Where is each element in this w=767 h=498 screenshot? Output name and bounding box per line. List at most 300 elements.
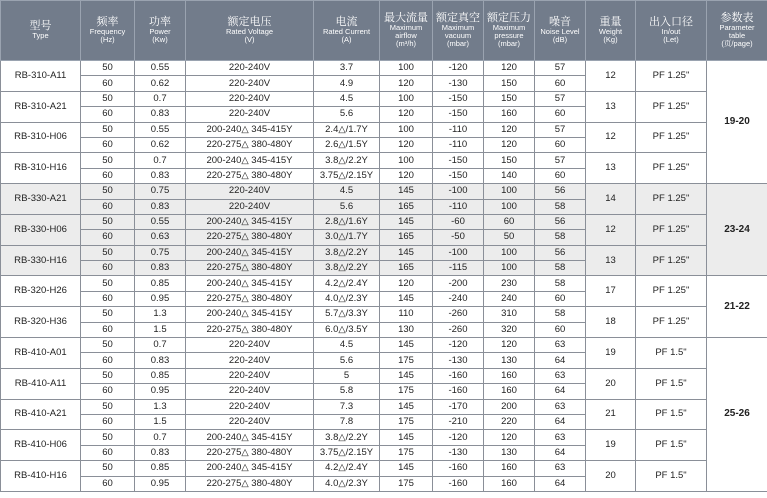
col-header-en: Parameter table (页/page) bbox=[719, 23, 755, 49]
voltage-cell: 220-240V bbox=[186, 353, 314, 368]
port-cell: PF 1.25" bbox=[636, 91, 707, 122]
table-row bbox=[1, 122, 767, 137]
port-cell: PF 1.25" bbox=[636, 153, 707, 184]
pressure-cell: 160 bbox=[484, 107, 535, 122]
frequency-cell: 50 bbox=[81, 461, 135, 476]
pressure-cell: 130 bbox=[484, 445, 535, 460]
pressure-cell: 150 bbox=[484, 91, 535, 106]
frequency-cell: 60 bbox=[81, 322, 135, 337]
current-cell: 3.75△/2.15Y bbox=[314, 445, 380, 460]
voltage-cell: 220-240V bbox=[186, 384, 314, 399]
table-row bbox=[1, 430, 767, 445]
power-cell: 0.95 bbox=[135, 384, 186, 399]
current-cell: 3.7 bbox=[314, 61, 380, 76]
frequency-cell: 50 bbox=[81, 430, 135, 445]
frequency-cell: 50 bbox=[81, 61, 135, 76]
voltage-cell: 220-240V bbox=[186, 199, 314, 214]
noise-cell: 58 bbox=[535, 307, 586, 322]
voltage-cell: 220-240V bbox=[186, 338, 314, 353]
noise-cell: 60 bbox=[535, 322, 586, 337]
frequency-cell: 60 bbox=[81, 353, 135, 368]
airflow-cell: 175 bbox=[380, 476, 433, 491]
weight-cell: 19 bbox=[586, 338, 636, 369]
current-cell: 7.3 bbox=[314, 399, 380, 414]
model-type-cell: RB-330-H16 bbox=[1, 245, 81, 276]
model-type-cell: RB-330-H06 bbox=[1, 214, 81, 245]
airflow-cell: 165 bbox=[380, 230, 433, 245]
weight-cell: 18 bbox=[586, 307, 636, 338]
port-cell: PF 1.25" bbox=[636, 245, 707, 276]
voltage-cell: 220-275△ 380-480Y bbox=[186, 230, 314, 245]
frequency-cell: 50 bbox=[81, 184, 135, 199]
col-header-zh: 重量 bbox=[599, 15, 622, 28]
col-header-current bbox=[314, 1, 380, 61]
airflow-cell: 120 bbox=[380, 137, 433, 152]
airflow-cell: 145 bbox=[380, 291, 433, 306]
vacuum-cell: -160 bbox=[433, 476, 484, 491]
model-type-cell: RB-310-A21 bbox=[1, 91, 81, 122]
frequency-cell: 50 bbox=[81, 245, 135, 260]
table-row bbox=[1, 214, 767, 229]
col-header-noise bbox=[535, 1, 586, 61]
voltage-cell: 220-240V bbox=[186, 107, 314, 122]
weight-cell: 13 bbox=[586, 153, 636, 184]
frequency-cell: 60 bbox=[81, 76, 135, 91]
power-cell: 0.55 bbox=[135, 61, 186, 76]
voltage-cell: 200-240△ 345-415Y bbox=[186, 153, 314, 168]
vacuum-cell: -150 bbox=[433, 107, 484, 122]
vacuum-cell: -150 bbox=[433, 168, 484, 183]
airflow-cell: 165 bbox=[380, 261, 433, 276]
port-cell: PF 1.5" bbox=[636, 368, 707, 399]
airflow-cell: 130 bbox=[380, 322, 433, 337]
model-type-cell: RB-410-H16 bbox=[1, 461, 81, 492]
vacuum-cell: -130 bbox=[433, 76, 484, 91]
header-row bbox=[1, 1, 767, 61]
power-cell: 0.62 bbox=[135, 76, 186, 91]
col-header-en: In/out (Let) bbox=[661, 27, 681, 45]
noise-cell: 57 bbox=[535, 153, 586, 168]
current-cell: 4.9 bbox=[314, 76, 380, 91]
port-cell: PF 1.25" bbox=[636, 307, 707, 338]
col-header-zh: 噪音 bbox=[549, 15, 571, 28]
frequency-cell: 60 bbox=[81, 137, 135, 152]
vacuum-cell: -210 bbox=[433, 414, 484, 429]
voltage-cell: 220-275△ 380-480Y bbox=[186, 291, 314, 306]
power-cell: 0.83 bbox=[135, 445, 186, 460]
voltage-cell: 220-275△ 380-480Y bbox=[186, 137, 314, 152]
table-row bbox=[1, 399, 767, 414]
pressure-cell: 120 bbox=[484, 122, 535, 137]
vacuum-cell: -120 bbox=[433, 430, 484, 445]
vacuum-cell: -170 bbox=[433, 399, 484, 414]
voltage-cell: 220-240V bbox=[186, 61, 314, 76]
vacuum-cell: -200 bbox=[433, 276, 484, 291]
model-type-cell: RB-310-H06 bbox=[1, 122, 81, 153]
airflow-cell: 120 bbox=[380, 76, 433, 91]
page-ref-cell: 23-24 bbox=[707, 184, 767, 276]
pressure-cell: 310 bbox=[484, 307, 535, 322]
frequency-cell: 60 bbox=[81, 445, 135, 460]
voltage-cell: 220-240V bbox=[186, 414, 314, 429]
model-type-cell: RB-320-H26 bbox=[1, 276, 81, 307]
table-row bbox=[1, 91, 767, 106]
power-cell: 0.62 bbox=[135, 137, 186, 152]
current-cell: 3.0△/1.7Y bbox=[314, 230, 380, 245]
port-cell: PF 1.5" bbox=[636, 338, 707, 369]
airflow-cell: 165 bbox=[380, 199, 433, 214]
frequency-cell: 60 bbox=[81, 168, 135, 183]
current-cell: 3.8△/2.2Y bbox=[314, 153, 380, 168]
col-header-en: Maximum pressure (mbar) bbox=[492, 23, 526, 49]
weight-cell: 13 bbox=[586, 91, 636, 122]
model-type-cell: RB-410-H06 bbox=[1, 430, 81, 461]
power-cell: 0.83 bbox=[135, 199, 186, 214]
col-header-type bbox=[1, 1, 81, 61]
pressure-cell: 150 bbox=[484, 76, 535, 91]
frequency-cell: 50 bbox=[81, 399, 135, 414]
voltage-cell: 220-240V bbox=[186, 91, 314, 106]
noise-cell: 57 bbox=[535, 122, 586, 137]
current-cell: 5.6 bbox=[314, 353, 380, 368]
col-header-port bbox=[636, 1, 707, 61]
voltage-cell: 220-240V bbox=[186, 184, 314, 199]
vacuum-cell: -130 bbox=[433, 353, 484, 368]
noise-cell: 64 bbox=[535, 476, 586, 491]
pressure-cell: 220 bbox=[484, 414, 535, 429]
airflow-cell: 100 bbox=[380, 91, 433, 106]
power-cell: 0.85 bbox=[135, 368, 186, 383]
col-header-en: Maximum vacuum (mbar) bbox=[441, 23, 475, 49]
voltage-cell: 200-240△ 345-415Y bbox=[186, 276, 314, 291]
col-header-weight bbox=[586, 1, 636, 61]
pressure-cell: 160 bbox=[484, 368, 535, 383]
col-header-zh: 出入口径 bbox=[649, 15, 693, 28]
frequency-cell: 60 bbox=[81, 476, 135, 491]
noise-cell: 63 bbox=[535, 461, 586, 476]
vacuum-cell: -110 bbox=[433, 199, 484, 214]
table-row bbox=[1, 338, 767, 353]
col-header-frequency bbox=[81, 1, 135, 61]
col-header-zh: 型号 bbox=[29, 19, 52, 32]
noise-cell: 57 bbox=[535, 61, 586, 76]
power-cell: 0.83 bbox=[135, 107, 186, 122]
vacuum-cell: -160 bbox=[433, 461, 484, 476]
noise-cell: 64 bbox=[535, 445, 586, 460]
page-ref-cell: 25-26 bbox=[707, 338, 767, 492]
current-cell: 5.7△/3.3Y bbox=[314, 307, 380, 322]
frequency-cell: 50 bbox=[81, 122, 135, 137]
noise-cell: 63 bbox=[535, 399, 586, 414]
power-cell: 0.75 bbox=[135, 184, 186, 199]
col-header-en: Frequency (Hz) bbox=[89, 27, 126, 45]
page-ref-cell: 19-20 bbox=[707, 61, 767, 184]
table-row bbox=[1, 184, 767, 199]
airflow-cell: 145 bbox=[380, 338, 433, 353]
vacuum-cell: -50 bbox=[433, 230, 484, 245]
weight-cell: 12 bbox=[586, 61, 636, 92]
vacuum-cell: -100 bbox=[433, 184, 484, 199]
col-header-zh: 频率 bbox=[96, 15, 119, 28]
table-row bbox=[1, 245, 767, 260]
frequency-cell: 50 bbox=[81, 214, 135, 229]
frequency-cell: 60 bbox=[81, 261, 135, 276]
frequency-cell: 60 bbox=[81, 230, 135, 245]
port-cell: PF 1.5" bbox=[636, 430, 707, 461]
vacuum-cell: -240 bbox=[433, 291, 484, 306]
voltage-cell: 220-275△ 380-480Y bbox=[186, 476, 314, 491]
airflow-cell: 145 bbox=[380, 430, 433, 445]
pressure-cell: 320 bbox=[484, 322, 535, 337]
power-cell: 1.3 bbox=[135, 307, 186, 322]
noise-cell: 60 bbox=[535, 107, 586, 122]
power-cell: 0.85 bbox=[135, 276, 186, 291]
page-ref-cell: 21-22 bbox=[707, 276, 767, 338]
pressure-cell: 100 bbox=[484, 184, 535, 199]
col-header-vacuum bbox=[433, 1, 484, 61]
noise-cell: 60 bbox=[535, 137, 586, 152]
vacuum-cell: -120 bbox=[433, 61, 484, 76]
current-cell: 4.0△/2.3Y bbox=[314, 476, 380, 491]
col-header-en: Rated Voltage (V) bbox=[225, 27, 274, 45]
power-cell: 0.7 bbox=[135, 91, 186, 106]
frequency-cell: 50 bbox=[81, 91, 135, 106]
airflow-cell: 175 bbox=[380, 445, 433, 460]
current-cell: 4.5 bbox=[314, 91, 380, 106]
current-cell: 3.8△/2.2Y bbox=[314, 430, 380, 445]
vacuum-cell: -130 bbox=[433, 445, 484, 460]
weight-cell: 17 bbox=[586, 276, 636, 307]
port-cell: PF 1.25" bbox=[636, 122, 707, 153]
airflow-cell: 145 bbox=[380, 245, 433, 260]
power-cell: 0.75 bbox=[135, 245, 186, 260]
port-cell: PF 1.25" bbox=[636, 61, 707, 92]
pressure-cell: 200 bbox=[484, 399, 535, 414]
airflow-cell: 100 bbox=[380, 122, 433, 137]
noise-cell: 56 bbox=[535, 245, 586, 260]
pressure-cell: 120 bbox=[484, 137, 535, 152]
noise-cell: 56 bbox=[535, 184, 586, 199]
col-header-pressure bbox=[484, 1, 535, 61]
airflow-cell: 145 bbox=[380, 399, 433, 414]
pressure-cell: 50 bbox=[484, 230, 535, 245]
pressure-cell: 160 bbox=[484, 476, 535, 491]
noise-cell: 64 bbox=[535, 414, 586, 429]
airflow-cell: 175 bbox=[380, 414, 433, 429]
col-header-zh: 功率 bbox=[149, 15, 171, 28]
weight-cell: 13 bbox=[586, 245, 636, 276]
table-row bbox=[1, 368, 767, 383]
noise-cell: 64 bbox=[535, 384, 586, 399]
model-type-cell: RB-310-A11 bbox=[1, 61, 81, 92]
vacuum-cell: -110 bbox=[433, 137, 484, 152]
noise-cell: 63 bbox=[535, 338, 586, 353]
pressure-cell: 120 bbox=[484, 338, 535, 353]
power-cell: 0.7 bbox=[135, 430, 186, 445]
noise-cell: 58 bbox=[535, 261, 586, 276]
voltage-cell: 200-240△ 345-415Y bbox=[186, 307, 314, 322]
vacuum-cell: -100 bbox=[433, 245, 484, 260]
frequency-cell: 60 bbox=[81, 291, 135, 306]
weight-cell: 20 bbox=[586, 461, 636, 492]
vacuum-cell: -260 bbox=[433, 322, 484, 337]
pressure-cell: 160 bbox=[484, 384, 535, 399]
voltage-cell: 200-240△ 345-415Y bbox=[186, 461, 314, 476]
col-header-zh: 电流 bbox=[335, 15, 358, 28]
airflow-cell: 100 bbox=[380, 61, 433, 76]
col-header-zh: 额定电压 bbox=[227, 15, 272, 28]
pressure-cell: 120 bbox=[484, 61, 535, 76]
pressure-cell: 150 bbox=[484, 153, 535, 168]
power-cell: 0.95 bbox=[135, 291, 186, 306]
noise-cell: 60 bbox=[535, 168, 586, 183]
vacuum-cell: -150 bbox=[433, 91, 484, 106]
voltage-cell: 200-240△ 345-415Y bbox=[186, 122, 314, 137]
airflow-cell: 175 bbox=[380, 353, 433, 368]
col-header-airflow bbox=[380, 1, 433, 61]
col-header-en: Noise Level (dB) bbox=[540, 27, 580, 45]
current-cell: 3.8△/2.2Y bbox=[314, 261, 380, 276]
current-cell: 4.5 bbox=[314, 184, 380, 199]
weight-cell: 21 bbox=[586, 399, 636, 430]
airflow-cell: 145 bbox=[380, 214, 433, 229]
port-cell: PF 1.25" bbox=[636, 214, 707, 245]
pressure-cell: 230 bbox=[484, 276, 535, 291]
power-cell: 1.3 bbox=[135, 399, 186, 414]
power-cell: 0.7 bbox=[135, 153, 186, 168]
current-cell: 3.75△/2.15Y bbox=[314, 168, 380, 183]
weight-cell: 12 bbox=[586, 122, 636, 153]
col-header-zh: 额定真空 bbox=[436, 11, 480, 24]
col-header-zh: 额定压力 bbox=[487, 11, 531, 24]
voltage-cell: 200-240△ 345-415Y bbox=[186, 214, 314, 229]
model-type-cell: RB-310-H16 bbox=[1, 153, 81, 184]
airflow-cell: 145 bbox=[380, 461, 433, 476]
noise-cell: 56 bbox=[535, 214, 586, 229]
current-cell: 3.8△/2.2Y bbox=[314, 245, 380, 260]
table-row bbox=[1, 307, 767, 322]
table-body bbox=[1, 61, 767, 492]
power-cell: 0.83 bbox=[135, 353, 186, 368]
frequency-cell: 60 bbox=[81, 384, 135, 399]
noise-cell: 63 bbox=[535, 430, 586, 445]
model-type-cell: RB-320-H36 bbox=[1, 307, 81, 338]
weight-cell: 20 bbox=[586, 368, 636, 399]
current-cell: 4.5 bbox=[314, 338, 380, 353]
vacuum-cell: -120 bbox=[433, 338, 484, 353]
vacuum-cell: -260 bbox=[433, 307, 484, 322]
voltage-cell: 220-240V bbox=[186, 368, 314, 383]
noise-cell: 58 bbox=[535, 276, 586, 291]
vacuum-cell: -160 bbox=[433, 384, 484, 399]
port-cell: PF 1.25" bbox=[636, 184, 707, 215]
noise-cell: 64 bbox=[535, 353, 586, 368]
noise-cell: 58 bbox=[535, 230, 586, 245]
model-type-cell: RB-410-A01 bbox=[1, 338, 81, 369]
noise-cell: 63 bbox=[535, 368, 586, 383]
model-type-cell: RB-410-A11 bbox=[1, 368, 81, 399]
current-cell: 7.8 bbox=[314, 414, 380, 429]
voltage-cell: 220-275△ 380-480Y bbox=[186, 445, 314, 460]
current-cell: 5.6 bbox=[314, 107, 380, 122]
power-cell: 1.5 bbox=[135, 322, 186, 337]
table-row bbox=[1, 61, 767, 76]
weight-cell: 14 bbox=[586, 184, 636, 215]
noise-cell: 57 bbox=[535, 91, 586, 106]
frequency-cell: 50 bbox=[81, 153, 135, 168]
power-cell: 0.63 bbox=[135, 230, 186, 245]
airflow-cell: 175 bbox=[380, 384, 433, 399]
col-header-en: Power (Kw) bbox=[149, 27, 171, 45]
noise-cell: 58 bbox=[535, 199, 586, 214]
current-cell: 2.8△/1.6Y bbox=[314, 214, 380, 229]
table-row bbox=[1, 276, 767, 291]
pressure-cell: 240 bbox=[484, 291, 535, 306]
current-cell: 2.4△/1.7Y bbox=[314, 122, 380, 137]
noise-cell: 60 bbox=[535, 76, 586, 91]
col-header-en: Maximum airflow (m³/h) bbox=[389, 23, 423, 49]
table-row bbox=[1, 153, 767, 168]
table-row bbox=[1, 461, 767, 476]
col-header-zh: 参数表 bbox=[720, 11, 754, 24]
col-header-zh: 最大流量 bbox=[384, 11, 428, 24]
col-header-en: Weight (Kg) bbox=[598, 27, 623, 45]
port-cell: PF 1.5" bbox=[636, 399, 707, 430]
port-cell: PF 1.5" bbox=[636, 461, 707, 492]
current-cell: 6.0△/3.5Y bbox=[314, 322, 380, 337]
voltage-cell: 200-240△ 345-415Y bbox=[186, 430, 314, 445]
power-cell: 0.95 bbox=[135, 476, 186, 491]
col-header-power bbox=[135, 1, 186, 61]
airflow-cell: 120 bbox=[380, 276, 433, 291]
power-cell: 0.85 bbox=[135, 461, 186, 476]
power-cell: 0.7 bbox=[135, 338, 186, 353]
port-cell: PF 1.25" bbox=[636, 276, 707, 307]
frequency-cell: 60 bbox=[81, 414, 135, 429]
vacuum-cell: -110 bbox=[433, 122, 484, 137]
pressure-cell: 120 bbox=[484, 430, 535, 445]
pressure-cell: 100 bbox=[484, 199, 535, 214]
frequency-cell: 60 bbox=[81, 199, 135, 214]
frequency-cell: 50 bbox=[81, 307, 135, 322]
noise-cell: 60 bbox=[535, 291, 586, 306]
voltage-cell: 220-275△ 380-480Y bbox=[186, 168, 314, 183]
airflow-cell: 120 bbox=[380, 168, 433, 183]
current-cell: 4.2△/2.4Y bbox=[314, 276, 380, 291]
power-cell: 0.55 bbox=[135, 214, 186, 229]
weight-cell: 12 bbox=[586, 214, 636, 245]
current-cell: 5.6 bbox=[314, 199, 380, 214]
pressure-cell: 160 bbox=[484, 461, 535, 476]
voltage-cell: 220-275△ 380-480Y bbox=[186, 322, 314, 337]
model-type-cell: RB-330-A21 bbox=[1, 184, 81, 215]
weight-cell: 19 bbox=[586, 430, 636, 461]
pressure-cell: 140 bbox=[484, 168, 535, 183]
current-cell: 5 bbox=[314, 368, 380, 383]
pressure-cell: 130 bbox=[484, 353, 535, 368]
model-type-cell: RB-410-A21 bbox=[1, 399, 81, 430]
frequency-cell: 50 bbox=[81, 338, 135, 353]
current-cell: 5.8 bbox=[314, 384, 380, 399]
col-header-page bbox=[707, 1, 767, 61]
col-header-voltage bbox=[186, 1, 314, 61]
vacuum-cell: -160 bbox=[433, 368, 484, 383]
airflow-cell: 110 bbox=[380, 307, 433, 322]
airflow-cell: 145 bbox=[380, 184, 433, 199]
power-cell: 1.5 bbox=[135, 414, 186, 429]
power-cell: 0.83 bbox=[135, 261, 186, 276]
frequency-cell: 50 bbox=[81, 368, 135, 383]
